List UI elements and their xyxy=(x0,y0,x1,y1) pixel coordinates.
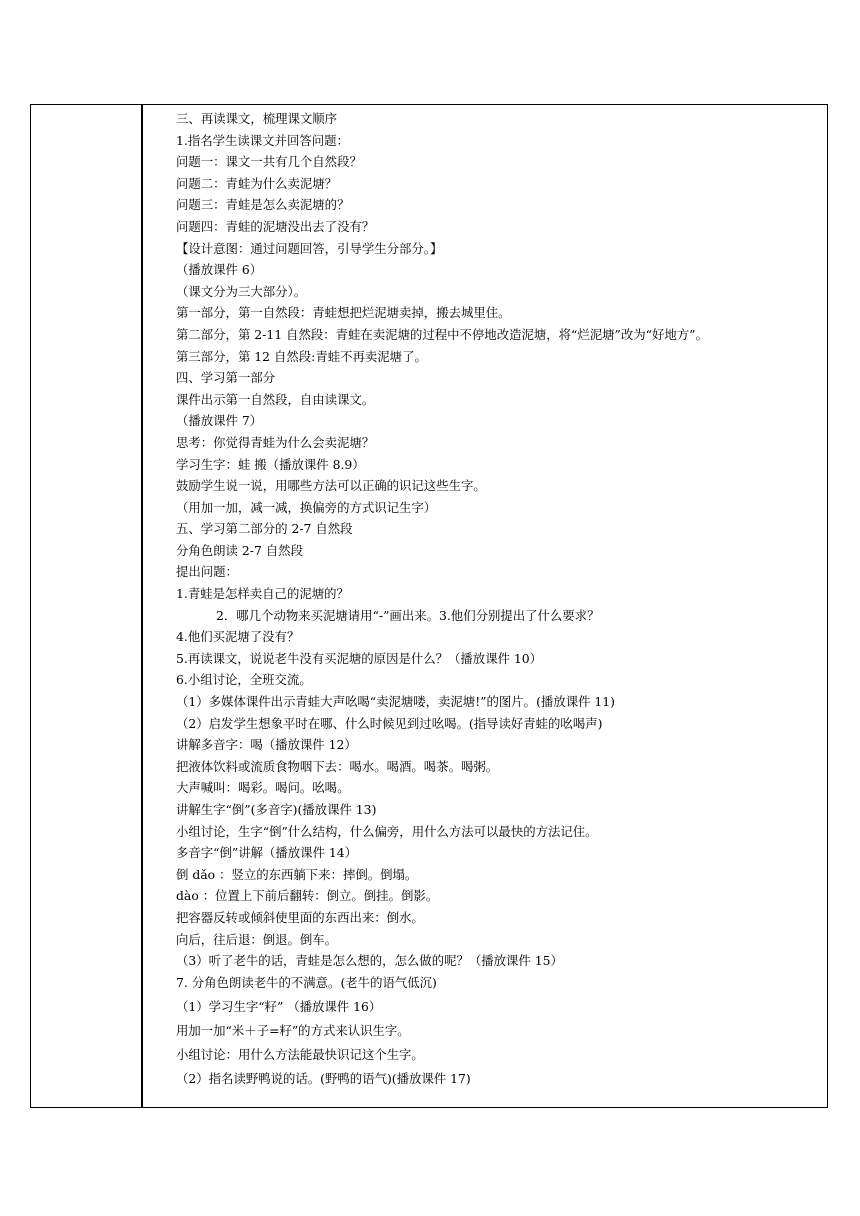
text-line: （播放课件 7） xyxy=(176,413,263,429)
text-line: （3）听了老牛的话，青蛙是怎么想的，怎么做的呢？（播放课件 15） xyxy=(176,953,563,969)
text-line: 四、学习第一部分 xyxy=(176,370,276,386)
text-line: （2）指名读野鸭说的话。(野鸭的语气)(播放课件 17) xyxy=(176,1071,471,1087)
text-line: 问题三：青蛙是怎么卖泥塘的？ xyxy=(176,197,350,213)
text-line: 5.再读课文，说说老牛没有买泥塘的原因是什么？（播放课件 10） xyxy=(176,650,543,666)
text-line: 1.指名学生读课文并回答问题： xyxy=(176,132,349,148)
text-line: 小组讨论，生字“倒”什么结构，什么偏旁，用什么方法可以最快的方法记住。 xyxy=(176,823,598,839)
text-line: 向后，往后退：倒退。倒车。 xyxy=(176,931,338,947)
text-line: 讲解多音字：喝（播放课件 12） xyxy=(176,737,357,753)
text-line: 大声喊叫：喝彩。喝问。吆喝。 xyxy=(176,780,350,796)
lesson-content-cell xyxy=(143,105,827,1107)
left-column-cell xyxy=(31,105,141,1107)
text-line: 倒 dǎo ：竖立的东西躺下来：摔倒。倒塌。 xyxy=(176,866,418,882)
text-line: 4.他们买泥塘了没有？ xyxy=(176,629,300,645)
text-line: 问题二：青蛙为什么卖泥塘？ xyxy=(176,175,338,191)
text-line: 第三部分，第 12 自然段:青蛙不再卖泥塘了。 xyxy=(176,348,427,364)
text-line: 学习生字：蛙 搬（播放课件 8.9） xyxy=(176,456,365,472)
text-line: （1）学习生字“籽” （播放课件 16） xyxy=(176,998,382,1014)
text-line: 讲解生字“倒”(多音字)(播放课件 13) xyxy=(176,802,377,817)
text-line: （2）启发学生想象平时在哪、什么时候见到过吆喝。(指导读好青蛙的吆喝声) xyxy=(176,715,603,731)
text-line: （课文分为三大部分）。 xyxy=(176,283,307,299)
text-line: 第一部分，第一自然段：青蛙想把烂泥塘卖掉，搬去城里住。 xyxy=(176,305,511,321)
text-line: 问题一：课文一共有几个自然段？ xyxy=(176,154,362,170)
text-line: 多音字“倒”讲解（播放课件 14） xyxy=(176,845,358,861)
text-line: 五、学习第二部分的 2-7 自然段 xyxy=(176,521,353,537)
text-line: 问题四：青蛙的泥塘没出去了没有？ xyxy=(176,218,375,234)
text-line: 分角色朗读 2-7 自然段 xyxy=(176,542,303,558)
text-line: 【设计意图：通过问题回答，引导学生分部分。】 xyxy=(176,240,443,256)
text-line: （播放课件 6） xyxy=(176,262,263,278)
text-line: 1.青蛙是怎样卖自己的泥塘的？ xyxy=(176,586,349,602)
text-line: 把容器反转或倾斜使里面的东西出来：倒水。 xyxy=(176,909,424,925)
lesson-table xyxy=(30,104,828,1108)
text-line: 思考：你觉得青蛙为什么会卖泥塘？ xyxy=(176,434,375,450)
text-line: 鼓励学生说一说，用哪些方法可以正确的识记这些生字。 xyxy=(176,478,486,494)
text-line: 第二部分，第 2-11 自然段：青蛙在卖泥塘的过程中不停地改造泥塘，将“烂泥塘”改为“好地方”。 xyxy=(176,326,708,342)
text-line: dào ：位置上下前后翻转：倒立。倒挂。倒影。 xyxy=(176,888,439,904)
text-line: 6.小组讨论，全班交流。 xyxy=(176,672,312,688)
text-line: 三、再读课文，梳理课文顺序 xyxy=(176,111,338,126)
text-line: 用加一加“米＋子=籽”的方式来认识生字。 xyxy=(176,1022,410,1038)
text-line: （用加一加，减一减，换偏旁的方式识记生字） xyxy=(176,499,437,515)
text-line: 2．哪几个动物来买泥塘请用“-”画出来。3.他们分别提出了什么要求？ xyxy=(216,607,600,623)
text-line: 把液体饮料或流质食物咽下去：喝水。喝酒。喝茶。喝粥。 xyxy=(176,758,499,774)
text-line: 课件出示第一自然段，自由读课文。 xyxy=(176,391,375,407)
text-line: 7. 分角色朗读老牛的不满意。(老牛的语气低沉) xyxy=(176,974,437,990)
text-line: 小组讨论：用什么方法能最快识记这个生字。 xyxy=(176,1047,424,1063)
text-line: 提出问题： xyxy=(176,564,238,580)
text-line: （1）多媒体课件出示青蛙大声吆喝“卖泥塘喽，卖泥塘!”的图片。(播放课件 11) xyxy=(176,694,616,710)
